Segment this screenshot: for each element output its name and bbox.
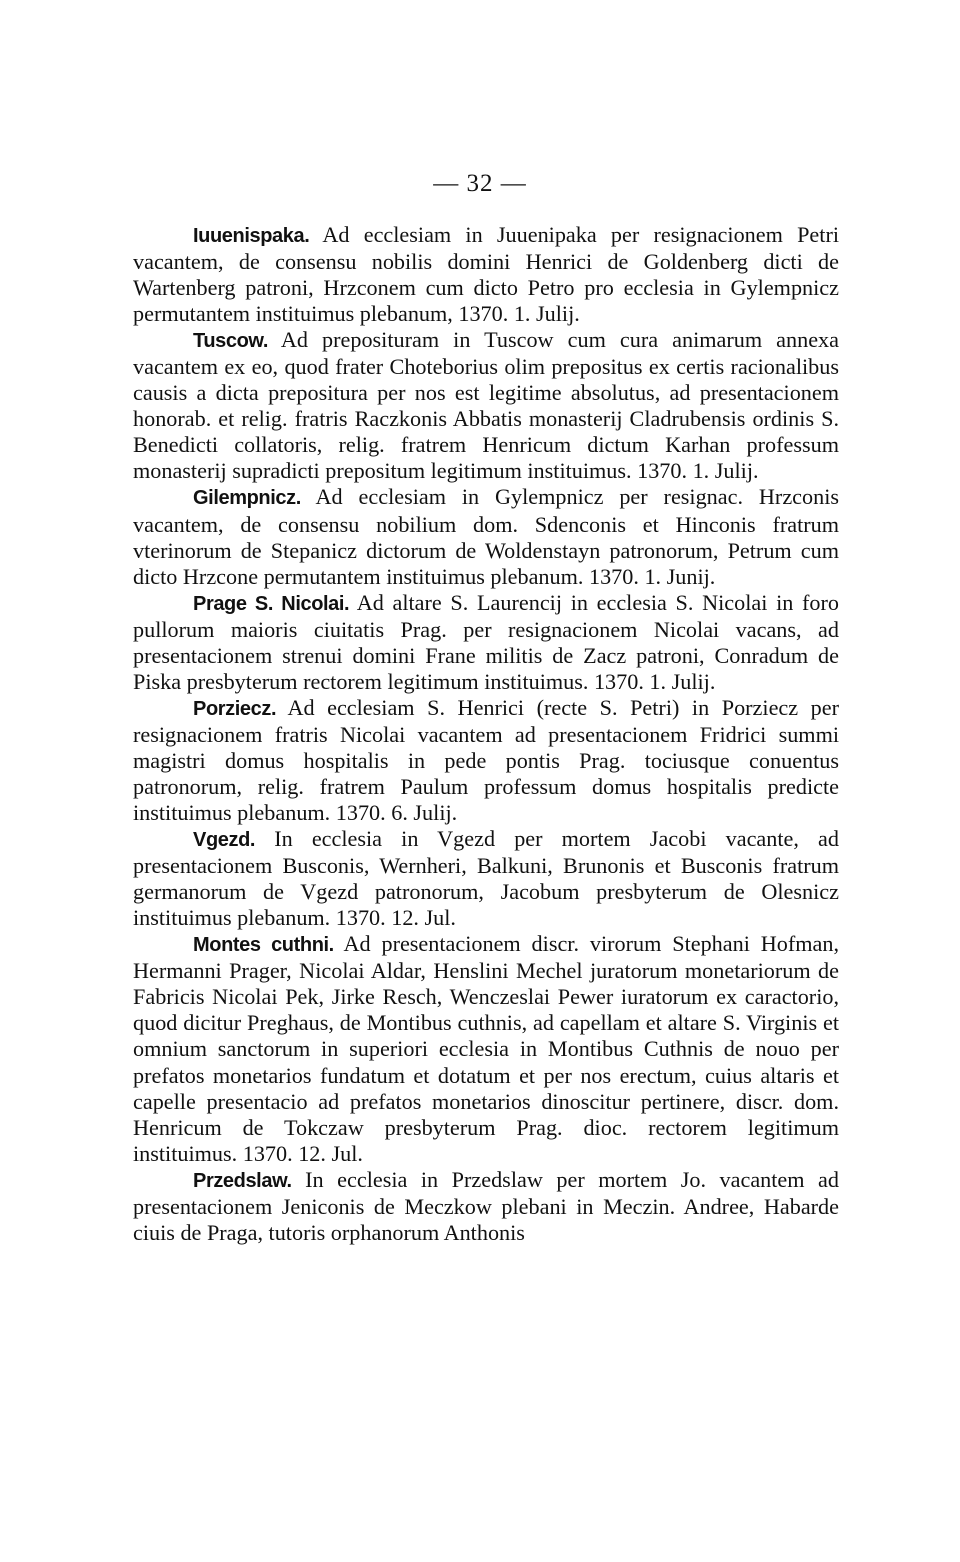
entry-text: Ad ecclesiam in Gylempnicz per resignac. Hrzconis vacantem, de consensu nobilium dom. Sdenconis et Hinconis fratrum vterinorum de Stepanicz dictorum de Woldenstayn patronorum, Petrum cum dicto Hrzcone permutantem instituimus plebanum. 1370. 1. Junij. [133, 484, 839, 589]
entry-heading: Prage S. Nicolai. [193, 592, 350, 615]
entry-montes-cuthni [133, 931, 839, 1166]
entry-iuuenispaka [133, 222, 839, 327]
entry-text: In ecclesia in Przedslaw per mortem Jo. vacantem ad presentacionem Jeniconis de Meczkow plebani in Meczin. Andree, Habarde ciuis de Praga, tutoris orphanorum Anthonis [133, 1166, 840, 1245]
entry-heading: Vgezd. [193, 829, 256, 852]
entry-heading: Montes cuthni. [193, 934, 334, 957]
entry-text: Ad ecclesiam S. Henrici (recte S. Petri) in Porziecz per resignacionem fratris Nicolai vacantem ad presentacionem Fridrici summi magistri domus hospitalis in pede pontis Prag. tociusque conuentus patronorum, relig. fratrem Paulum professum domus hospitalis predicte instituimus plebanum. 1370. 6. Julij. [133, 694, 839, 826]
entry-heading: Porziecz. [193, 697, 277, 720]
page-number: — 32 — [433, 170, 527, 197]
entry-vgezd [133, 826, 839, 931]
entry-tuscow [133, 327, 839, 484]
entry-text: Ad ecclesiam in Juuenipaka per resignacionem Petri vacantem, de consensu nobilis domini Henrici de Goldenberg dicti de Wartenberg patroni, Hrzconem cum dicto Petro pro ecclesia in Gylempnicz permutantem instituimus plebanum, 1370. 1. Julij. [133, 222, 839, 327]
entry-text: Ad preposituram in Tuscow cum cura animarum annexa vacantem ex eo, quod frater Choteborius olim prepositus ex certis racionalibus causis a dicta prepositura per nos est legitime absolutus, ad presentacionem honorab. et relig. fratris Raczkonis Abbatis monasterij Cladrubensis ordinis S. Benedicti collatoris, relig. fratrem Henricum dictum Karhan professum monasterij supradicti prepositum legitimum instituimus. 1370. 1. Julij. [133, 327, 839, 484]
entry-przedslaw [133, 1167, 839, 1246]
entry-heading: Iuuenispaka. [193, 225, 310, 247]
entry-heading: Przedslaw. [193, 1169, 292, 1192]
entry-heading: Tuscow. [193, 330, 268, 353]
entry-prage-s-nicolai [133, 590, 839, 695]
page-text-body [133, 222, 839, 1246]
entry-text: Ad altare S. Laurencij in ecclesia S. Nicolai in foro pullorum maioris ciuitatis Prag. per resignacionem Nicolai vacans, ad presentacionem strenui domini Frane militis de Zacz patroni, Conradum de Piska presbyterum rectorem legitimum instituimus. 1370. 1. Julij. [133, 589, 839, 694]
entry-porziecz [133, 695, 839, 826]
entry-text: In ecclesia in Vgezd per mortem Jacobi vacante, ad presentacionem Busconis, Wernheri, Balkuni, Brunonis et Busconis fratrum germanorum de Vgezd patronorum, Jacobum presbyterum de Olesnicz instituimus plebanum. 1370. 12. Jul. [133, 826, 839, 931]
entry-gilempnicz [133, 484, 839, 589]
entry-heading: Gilempnicz. [193, 487, 301, 510]
entry-text: Ad presentacionem discr. virorum Stephani Hofman, Hermanni Prager, Nicolai Aldar, Henslini Mechel juratorum monetariorum de Fabricis Nicolai Pek, Jirke Resch, Wenczeslai Pewer iuratorum ex caractorio, quod dicitur Preghaus, de Montibus cuthnis, ad capellam et altare S. Virginis et omnium sanctorum in superiori ecclesia in Montibus Cuthnis de nouo per prefatos monetarios fundatum et dotatum et per nos erectum, cuius altaris et capelle presentacio ad prefatos monetarios dinoscitur pertinere, discr. dom. Henricum de Tokczaw presbyterum Prag. dioc. rectorem legitimum instituimus. 1370. 12. Jul. [133, 931, 839, 1166]
